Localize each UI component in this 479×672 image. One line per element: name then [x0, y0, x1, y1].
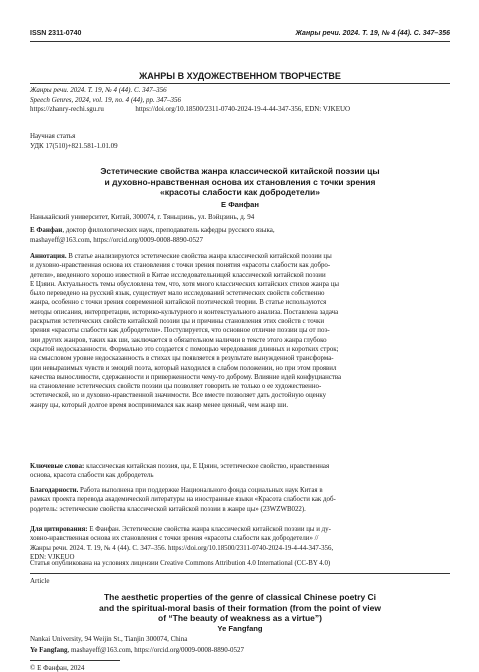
abstract-label: Аннотация.: [30, 253, 67, 260]
copyright: © Е Фанфан, 2024: [30, 664, 85, 672]
citation-links: [30, 105, 450, 115]
bio-contacts[interactable]: mashayeff@163.com, https://orcid.org/0009-0008-8890-0527: [30, 235, 203, 244]
abstract-line: зии других жанров, таких как ши, заключается в обязательном наличии в тексте этого жанра глубоко: [30, 336, 327, 344]
acknowledgments-text: рамках проекта перевода академической литературы на иностранные языки «Красота слабости как доб-: [30, 496, 336, 504]
abstract-line: эстетической, но и духовно-нравственной значимости. Все вместе позволяет дать достойную оценку: [30, 392, 327, 400]
abstract-line: методы описания, интерпретации, историко-культурного и контекстуального анализа. Поставлена задача: [30, 308, 339, 316]
author-bio-ru: [30, 226, 450, 245]
abstract-line: на смысловом уровне недосказанность в стихах цы появляется в результате вынужденной трансформа-: [30, 355, 334, 363]
udc-code: УДК 17(510)+821.581-1.01.09: [30, 141, 118, 150]
title-en-line: and the spiritual-moral basis of their formation (from the point of view: [99, 602, 381, 613]
author-ru: Е Фанфан: [221, 200, 259, 209]
for-citation-text: Жанры речи. 2024. Т. 19, № 4 (44). С. 347–356. https://doi.org/10.18500/2311-0740-2024-19-4-44-347-356,: [30, 544, 334, 552]
abstract: [30, 252, 450, 410]
abstract-line: Е Цзяин. Актуальность темы обусловлена тем, что, хотя много классических китайских стихов жанра цы: [30, 280, 340, 288]
title-ru-line: «красоты слабости как добродетели»: [159, 187, 320, 197]
bio-en-contacts[interactable]: , mashayeff@163.com, https://orcid.org/0009-0008-8890-0527: [67, 646, 245, 654]
article-label: Article: [30, 577, 50, 585]
article-kind: Научная статья: [30, 132, 76, 140]
author-en: Ye Fangfang: [217, 624, 263, 633]
acknowledgments-label: Благодарности.: [30, 487, 79, 494]
for-citation-label: Для цитирования:: [30, 526, 88, 533]
abstract-line: качества выносливости, сдержанности и приверженности чему-то доброму. Влияние идей конфуцианства: [30, 373, 342, 381]
title-en-line: The aesthetic properties of the genre of classical Chinese poetry Ci: [103, 592, 377, 602]
citation-block: [30, 86, 450, 115]
bio-text: , доктор филологических наук, преподаватель кафедры русского языка,: [62, 226, 275, 234]
abstract-line: В статье анализируются эстетические свойства жанра классической китайской поэзии цы: [66, 253, 332, 260]
author-bio-en: [30, 646, 244, 654]
acknowledgments: [30, 486, 450, 514]
title-ru-line: Эстетические свойства жанра классической китайской поэзии цы: [100, 166, 380, 176]
title-ru: [30, 166, 450, 198]
citation-ru: Жанры речи. 2024. Т. 19, № 4 (44). С. 347–356: [30, 86, 167, 94]
footer-rule: [30, 660, 120, 661]
bio-name: Е Фанфан: [30, 226, 63, 234]
abstract-line: жанра, особенно с точки зрения современной китайской поэтической теории. В статье используются: [30, 299, 327, 307]
acknowledgments-text: Работа выполнена при поддержке Национального фонда социальных наук Китая в: [78, 487, 323, 494]
keywords-text: классическая китайская поэзия, цы, Е Цзяин, эстетическое свойство, нравственная: [84, 463, 330, 470]
for-citation-text: ховно-нравственная основа их становления с точки зрения «красоты слабости как добродетели» //: [30, 535, 319, 543]
title-en-line: of “The beauty of weakness as a virtue”): [158, 613, 322, 623]
title-ru-line: и духовно-нравственная основа их становления с точки зрения: [104, 176, 376, 187]
abstract-line: детели», введенного хорошо известной в Китае исследовательницей классической китайской поэзии: [30, 271, 326, 279]
license-rule: [30, 573, 450, 574]
header-rule: [30, 41, 450, 42]
license-note: Статья опубликована на условиях лицензии Creative Commons Attribution 4.0 International (CC-BY 4.0): [30, 560, 331, 567]
journal-reference: Жанры речи. 2024. Т. 19, № 4 (44). С. 347–356: [295, 30, 450, 37]
abstract-line: было переведено на русский язык, существует мало исследований эстетических свойств собственно: [30, 290, 325, 298]
journal-site-link[interactable]: https://zhanry-rechi.sgu.ru: [30, 105, 104, 113]
bio-en-name: Ye Fangfang: [30, 646, 68, 654]
keywords-label: Ключевые слова:: [30, 463, 85, 470]
abstract-line: и духовно-нравственная основа их становления с точки зрения понятия «красоты слабости как добро-: [30, 262, 331, 270]
keywords-text: основа, красота слабости как добродетель: [30, 472, 154, 480]
abstract-line: скрытой недосказанности. Формально это создается с помощью чередования длинных и коротких строк;: [30, 345, 339, 353]
abstract-line: жанру цы, который долгое время воспринимался как жанр менее ценный, чем жанр ши.: [30, 401, 289, 409]
title-en: [30, 592, 450, 624]
doi-link[interactable]: https://doi.org/10.18500/2311-0740-2024-19-4-44-347-356, EDN: VJKEUO: [135, 105, 351, 113]
acknowledgments-text: родетель: эстетические свойства классической китайской поэзии в жанре цы» (23WZWB022).: [30, 505, 306, 513]
abstract-line: на становление эстетических свойств поэзии цы позволяет говорить не только о ее художественно-: [30, 383, 322, 391]
abstract-line: ции невыразимых чувств и эмоций поэта, который находился в слабом положении, но при этом проявил: [30, 364, 337, 372]
citation-en: Speech Genres, 2024, vol. 19, no. 4 (44), pp. 347–356: [30, 95, 181, 104]
abstract-line: раскрытия эстетических свойств китайской поэзии цы и причины становления этих свойств с точки: [30, 318, 325, 326]
section-title: ЖАНРЫ В ХУДОЖЕСТВЕННОМ ТВОРЧЕСТВЕ: [139, 71, 341, 81]
for-citation: [30, 525, 450, 562]
article-meta: [30, 132, 118, 151]
journal-page: [30, 0, 450, 672]
issn: ISSN 2311-0740: [30, 30, 82, 37]
section-rule: [30, 83, 450, 84]
abstract-line: зрения «красоты слабости как добродетели». Постулируется, что основное отличие поэзии цы от поэ-: [30, 327, 330, 335]
keywords: [30, 462, 450, 481]
running-header: [30, 30, 450, 37]
for-citation-text: Е Фанфан. Эстетические свойства жанра классической китайской поэзии цы и ду-: [87, 526, 331, 533]
for-citation-text: EDN: VJKEUO: [30, 553, 75, 561]
affiliation-ru: Нанькайский университет, Китай, 300074, г. Тяньцзинь, ул. Вэйцзинь, д. 94: [30, 213, 255, 221]
affiliation-en: Nankai University, 94 Weijin St., Tianjin 300074, China: [30, 635, 188, 643]
